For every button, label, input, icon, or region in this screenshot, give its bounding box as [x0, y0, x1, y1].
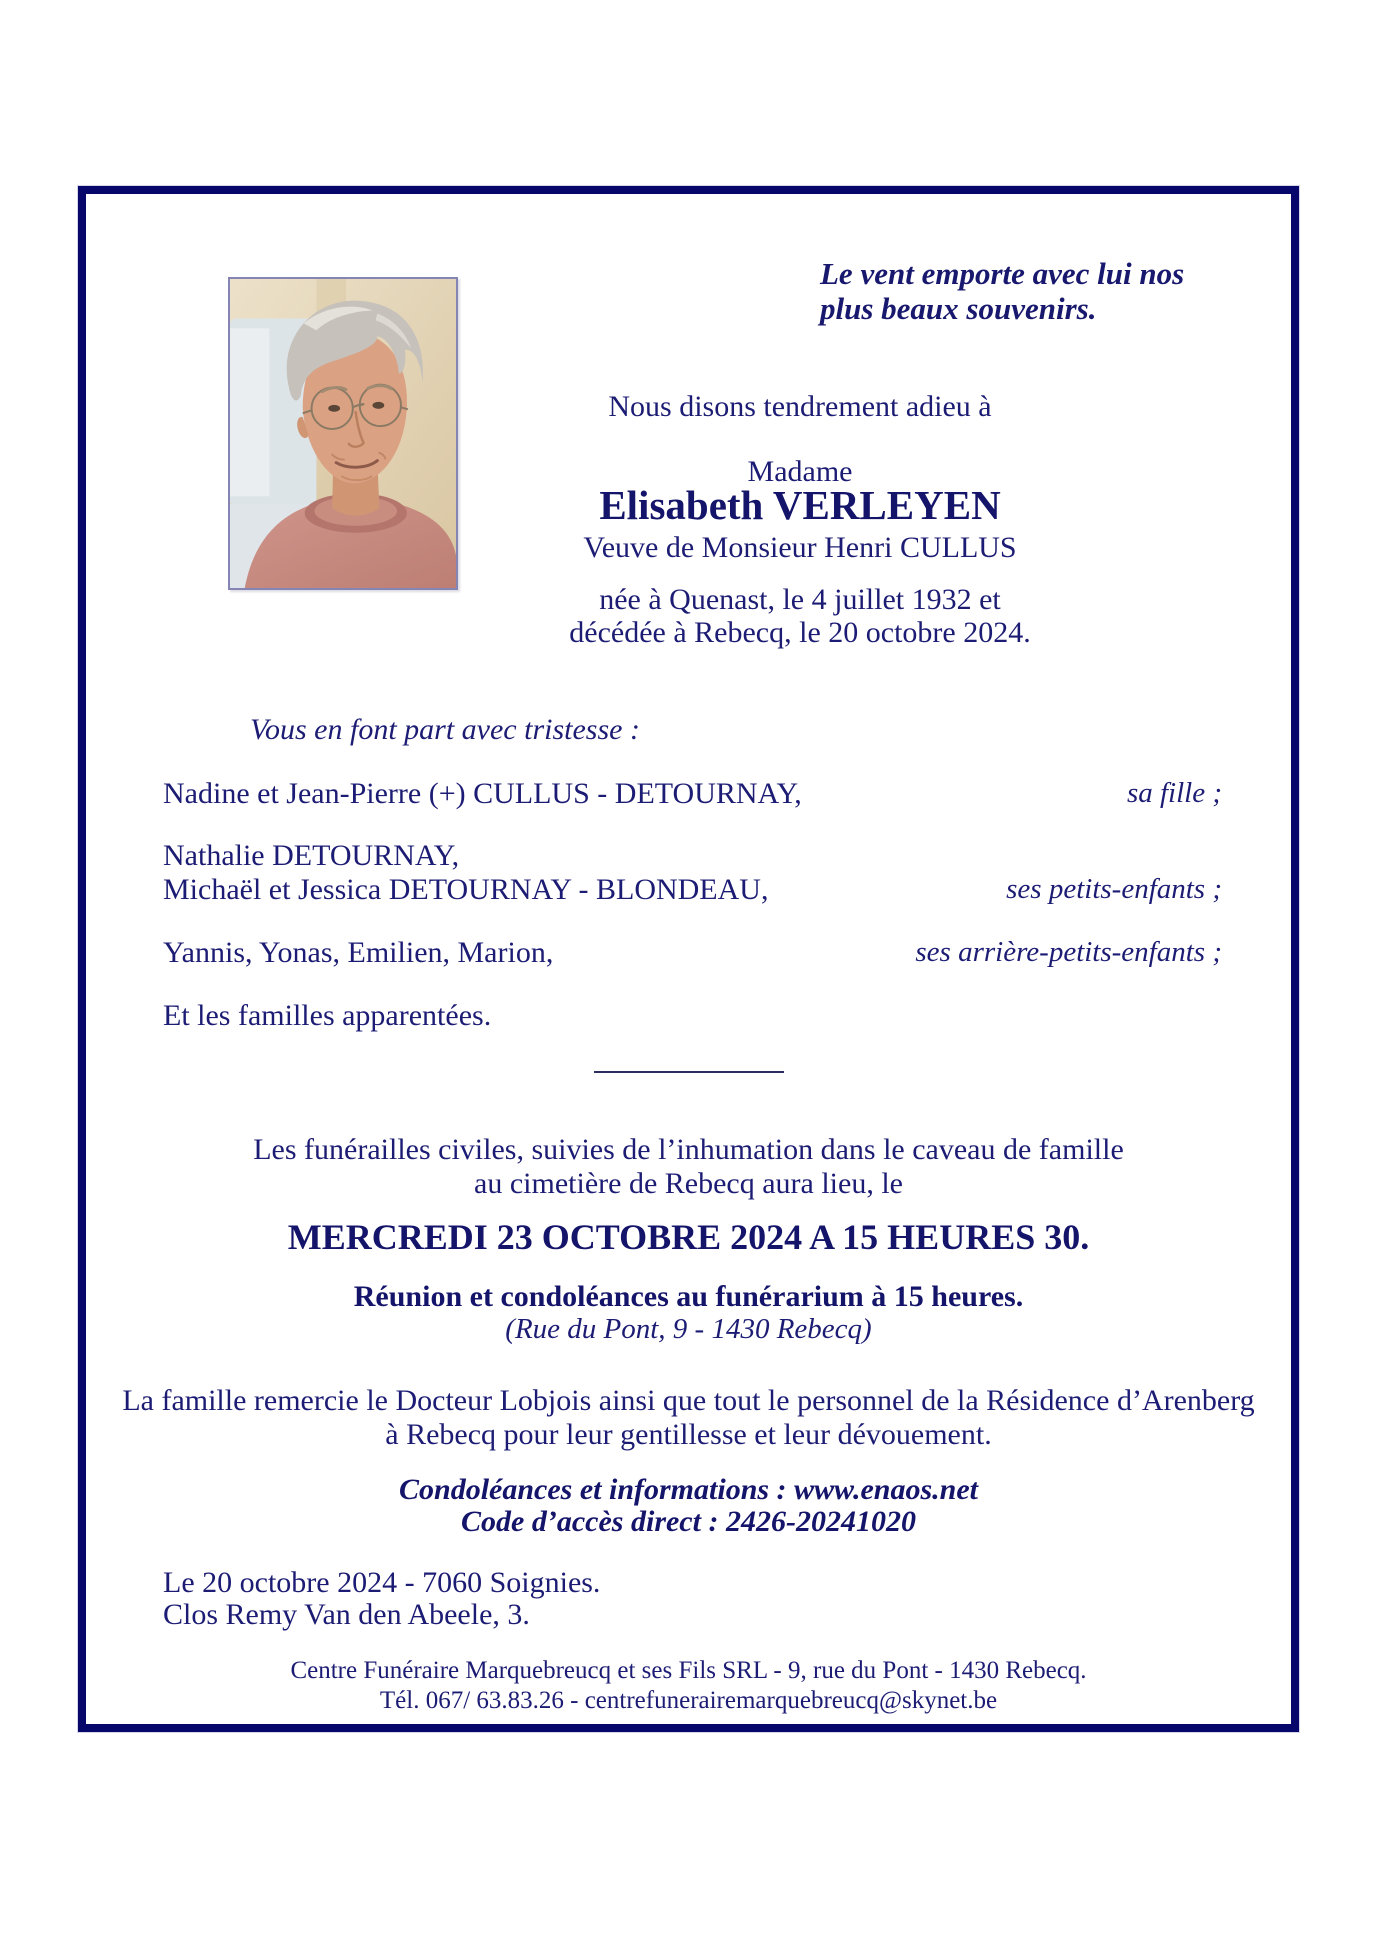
- announcement-lead: Vous en font part avec tristesse :: [250, 713, 640, 746]
- ceremony-line-1: Les funérailles civiles, suivies de l’inhumation dans le caveau de famille: [253, 1133, 1124, 1166]
- family-row-names: Michaël et Jessica DETOURNAY - BLONDEAU,: [163, 873, 769, 906]
- ceremony-announcement: [86, 1133, 1291, 1201]
- meeting-line: Réunion et condoléances au funérarium à 15 heures.: [353, 1280, 1024, 1313]
- family-row-relation: sa fille ;: [1126, 777, 1222, 809]
- family-row-relation: ses arrière-petits-enfants ;: [915, 936, 1222, 968]
- funerarium-address: (Rue du Pont, 9 - 1430 Rebecq): [505, 1313, 872, 1345]
- thanks-line-1: La famille remercie le Docteur Lobjois ainsi que tout le personnel de la Résidence d’Arenberg: [122, 1384, 1255, 1417]
- farewell-intro: Nous disons tendrement adieu à: [608, 390, 992, 423]
- family-row-names: Yannis, Yonas, Emilien, Marion,: [163, 936, 554, 969]
- deceased-title: Madame: [747, 455, 853, 488]
- condolences-website-line: Condoléances et informations : www.enaos.net: [399, 1473, 978, 1506]
- family-row-names: Nathalie DETOURNAY,: [163, 839, 460, 872]
- deceased-name: Elisabeth VERLEYEN: [599, 482, 1001, 528]
- family-row-names: Et les familles apparentées.: [163, 999, 492, 1032]
- section-divider-line: [594, 1071, 784, 1073]
- condolences-access-code: Code d’accès direct : 2426-20241020: [461, 1505, 916, 1538]
- family-row-names: Nadine et Jean-Pierre (+) CULLUS - DETOURNAY,: [163, 777, 802, 810]
- issue-date-place: Le 20 octobre 2024 - 7060 Soignies.: [163, 1566, 601, 1599]
- widow-of-line: Veuve de Monsieur Henri CULLUS: [583, 531, 1017, 564]
- birth-line: née à Quenast, le 4 juillet 1932 et: [599, 583, 1001, 616]
- birth-death-dates: [400, 583, 1200, 649]
- funeral-home-footer: [86, 1656, 1291, 1716]
- memorial-quote: [820, 256, 1184, 326]
- condolences-info: [86, 1474, 1291, 1538]
- thanks-line-2: à Rebecq pour leur gentillesse et leur dévouement.: [385, 1418, 992, 1451]
- ceremony-date: MERCREDI 23 OCTOBRE 2024 A 15 HEURES 30.: [287, 1217, 1090, 1257]
- ceremony-line-2: au cimetière de Rebecq aura lieu, le: [474, 1167, 903, 1200]
- death-line: décédée à Rebecq, le 20 octobre 2024.: [569, 616, 1031, 649]
- issue-address: Clos Remy Van den Abeele, 3.: [163, 1598, 530, 1631]
- family-thanks: [86, 1384, 1291, 1452]
- funeral-home-contact-line: Tél. 067/ 63.83.26 - centrefunerairemarquebreucq@skynet.be: [379, 1687, 998, 1714]
- quote-line-1: Le vent emporte avec lui nos: [820, 256, 1185, 291]
- funeral-home-address-line: Centre Funéraire Marquebreucq et ses Fils SRL - 9, rue du Pont - 1430 Rebecq.: [290, 1657, 1087, 1684]
- family-row-relation: ses petits-enfants ;: [1006, 873, 1222, 905]
- quote-line-2: plus beaux souvenirs.: [820, 291, 1097, 326]
